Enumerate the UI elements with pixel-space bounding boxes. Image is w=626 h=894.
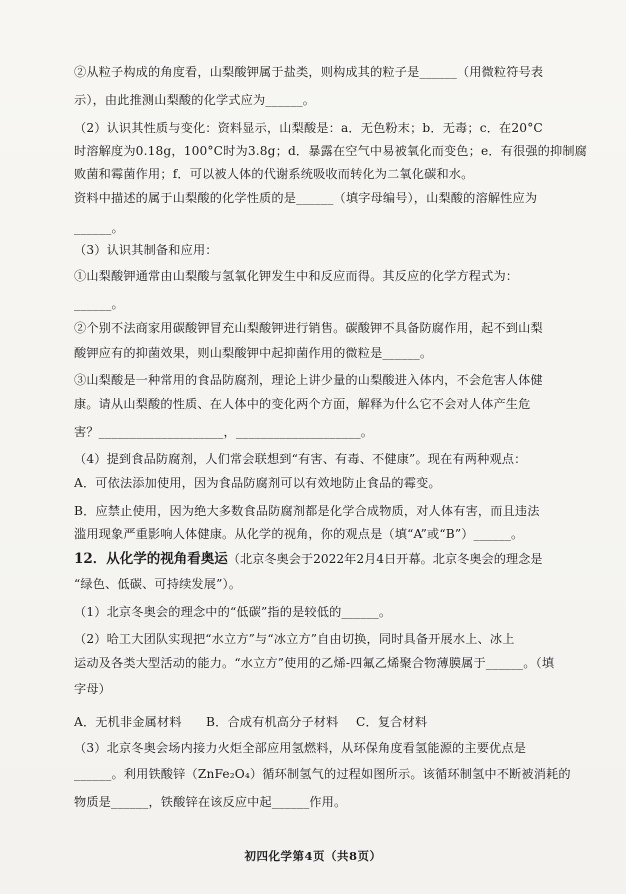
text-line: （4）提到食品防腐剂，人们常会联想到“有害、有毒、不健康”。现在有两种观点： (74, 452, 527, 466)
text-line: （3）北京冬奥会场内接力火炬全部应用氢燃料，从环保角度看氢能源的主要优点是 (74, 741, 527, 755)
text-line: 害？____________________，____________________。 (74, 425, 374, 439)
text-line: （2）哈工大团队实现把“水立方”与“冰立方”自由切换，同时具备开展水上、冰上 (74, 632, 515, 646)
text-line: 运动及各类大型活动的能力。“水立方”使用的乙烯-四氟乙烯聚合物薄膜属于______。（填 (74, 656, 555, 670)
text-line: ③山梨酸是一种常用的食品防腐剂，理论上讲少量的山梨酸进入体内，不会危害人体健 (74, 373, 543, 387)
text-line: 滥用现象严重影响人体健康。从化学的视角，你的观点是（填“A”或“B”）______。 (74, 527, 524, 541)
text-line: 康。请从山梨酸的性质、在人体中的变化两个方面，解释为什么它不会对人体产生危 (74, 397, 531, 411)
text-line: ______。 (74, 221, 124, 235)
option-a: A．无机非金属材料 (74, 715, 182, 729)
question-12-title: 12．从化学的视角看奥运 (74, 551, 228, 567)
text-line: ______。 (74, 297, 124, 311)
text-line: （2）认识其性质与变化：资料显示，山梨酸是：a．无色粉末；b．无毒；c．在20°C (74, 121, 543, 135)
option-c: C．复合材料 (356, 715, 428, 729)
text-line: 物质是______，铁酸锌在该反应中起______作用。 (74, 795, 347, 809)
text-line: 资料中描述的属于山梨酸的化学性质的是______（填字母编号），山梨酸的溶解性应为 (74, 191, 538, 205)
text-line: 酸钾应有的抑菌效果，则山梨酸钾中起抑菌作用的微粒是______。 (74, 346, 433, 360)
text-line: （3）认识其制备和应用： (74, 243, 218, 257)
options-row (74, 714, 586, 730)
text-line: 示），由此推测山梨酸的化学式应为______。 (74, 93, 316, 107)
text-line: ②从粒子构成的角度看，山梨酸钾属于盐类，则构成其的粒子是______（用微粒符号表 (74, 65, 544, 79)
text-line: ______。利用铁酸锌（ZnFe₂O₄）循环制氢气的过程如图所示。该循环制氢中不断被消耗的 (74, 767, 571, 781)
option-b: B．合成有机高分子材料 (206, 715, 339, 729)
question-12-heading (74, 550, 586, 568)
text-line: B．应禁止使用，因为绝大多数食品防腐剂都是化学合成物质，对人体有害，而且违法 (74, 504, 540, 518)
text-line: ②个别不法商家用碳酸钾冒充山梨酸钾进行销售。碳酸钾不具备防腐作用，起不到山梨 (74, 321, 543, 335)
question-12-intro: （北京冬奥会于2022年2月4日开幕。北京冬奥会的理念是 (227, 552, 543, 566)
page-footer: 初四化学第4页（共8页） (244, 849, 382, 863)
text-line: ①山梨酸钾通常由山梨酸与氢氧化钾发生中和反应而得。其反应的化学方程式为： (74, 269, 519, 283)
text-line: （1）北京冬奥会的理念中的“低碳”指的是较低的______。 (74, 605, 392, 619)
text-line: 字母） (74, 682, 112, 696)
text-line: 时溶解度为0.18g，100°C时为3.8g；d．暴露在空气中易被氧化而变色；e．有很强的抑制腐 (74, 144, 588, 158)
text-line: 败菌和霉菌作用；f．可以被人体的代谢系统吸收而转化为二氧化碳和水。 (74, 167, 474, 181)
text-line: A．可依法添加使用，因为食品防腐剂可以有效地防止食品的霉变。 (74, 476, 441, 490)
text-line: “绿色、低碳、可持续发展”）。 (74, 577, 242, 591)
